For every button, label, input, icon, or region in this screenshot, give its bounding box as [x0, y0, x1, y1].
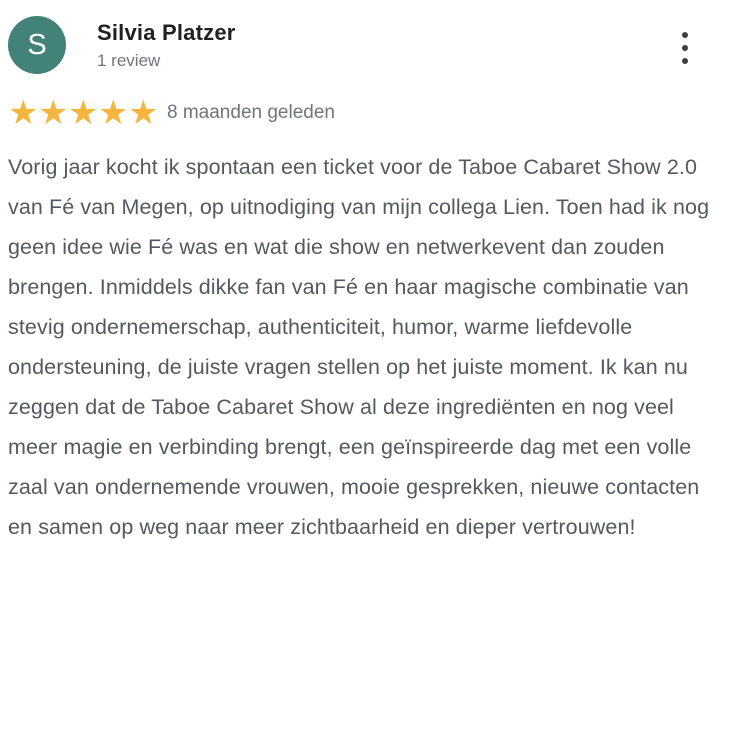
- star-icon: ★: [8, 94, 39, 132]
- reviewer-review-count: 1 review: [97, 51, 161, 70]
- avatar[interactable]: [8, 16, 66, 74]
- rating-row: [8, 94, 732, 132]
- kebab-menu-icon: [682, 32, 688, 38]
- review-text: Vorig jaar kocht ik spontaan een ticket voor de Taboe Cabaret Show 2.0 van Fé van Megen, op uitnodiging van mijn collega Lien. Toen had ik nog geen idee wie Fé was en wat die show en netwerkevent dan zouden brengen. Inmiddels dikke fan van Fé en haar magische combinatie van stevig ondernemerschap, authenticiteit, humor, warme liefdevolle ondersteuning, de juiste vragen stellen op het juiste moment. Ik kan nu zeggen dat de Taboe Cabaret Show al deze ingrediënten en nog veel meer magie en verbinding brengt, een geïnspireerde dag met een volle zaal van ondernemende vrouwen, mooie gesprekken, nieuwe contacten en samen op weg naar meer zichtbaarheid en dieper vertrouwen!: [8, 155, 710, 539]
- star-icon: ★: [128, 94, 159, 132]
- star-rating: [8, 94, 159, 132]
- more-options-button[interactable]: [678, 28, 692, 68]
- kebab-menu-icon: [682, 58, 688, 64]
- review-date: 8 maanden geleden: [167, 102, 335, 123]
- reviewer-name[interactable]: Silvia Platzer: [97, 20, 236, 45]
- star-icon: ★: [68, 94, 99, 132]
- reviewer-identity: [97, 14, 236, 71]
- avatar-initial: S: [27, 28, 47, 61]
- review-header: [8, 14, 732, 74]
- star-icon: ★: [98, 94, 129, 132]
- star-icon: ★: [38, 94, 69, 132]
- kebab-menu-icon: [682, 45, 688, 51]
